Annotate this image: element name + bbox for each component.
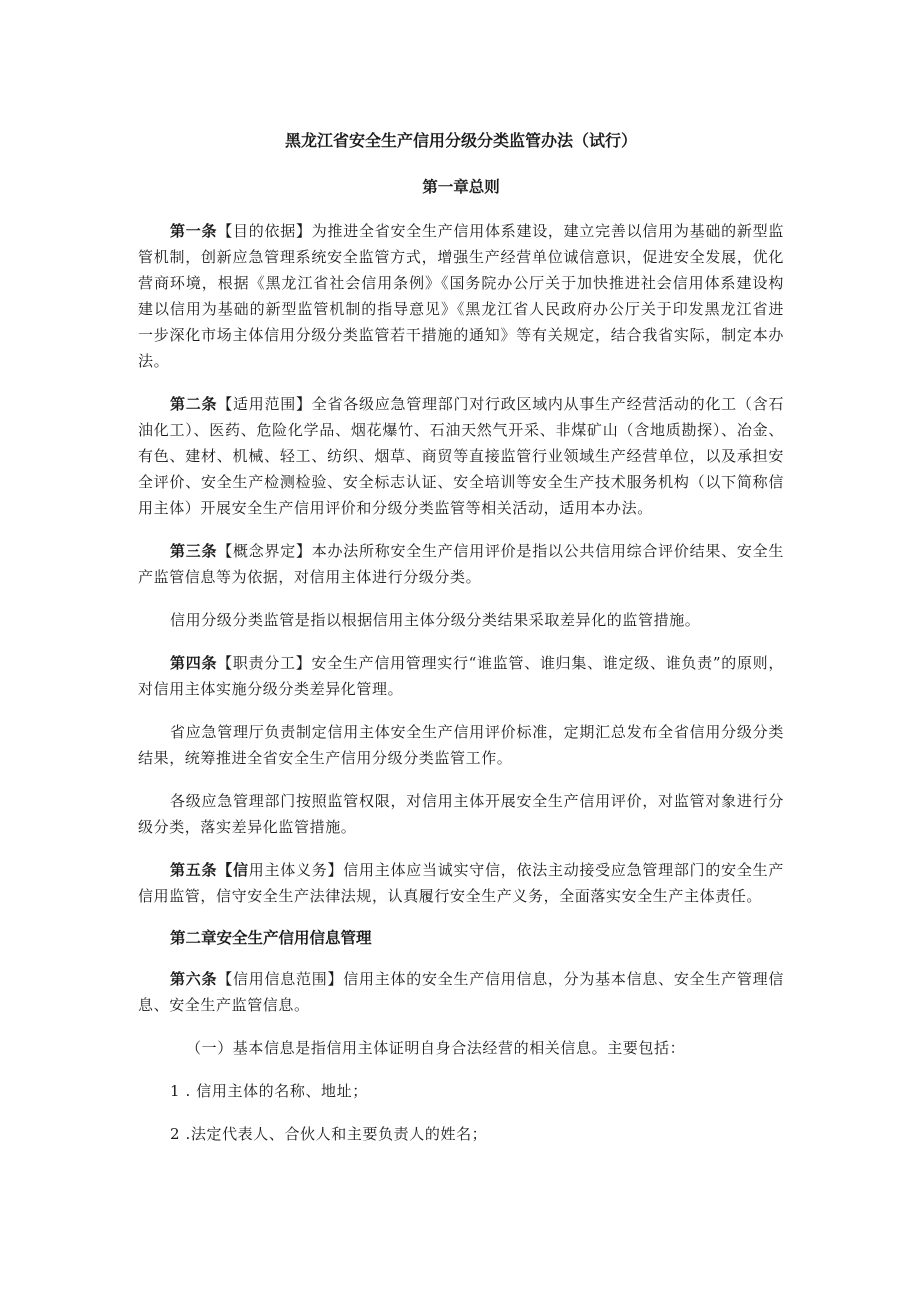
- article-paragraph: [138, 966, 784, 1018]
- document-title: 黑龙江省安全生产信用分级分类监管办法（试行）: [284, 131, 637, 150]
- article-paragraph: [138, 538, 784, 590]
- list-item-text: 2 .法定代表人、合伙人和主要负责人的姓名；: [170, 1125, 488, 1143]
- article-number: 第六条: [170, 970, 218, 988]
- article-number: 第一条: [170, 222, 218, 240]
- list-item-text: 1 . 信用主体的名称、地址；: [170, 1082, 368, 1100]
- article-paragraph: [138, 391, 784, 521]
- paragraph-text: 各级应急管理部门按照监管权限，对信用主体开展安全生产信用评价，对监管对象进行分级分类，落实差异化监管措施。: [138, 792, 784, 836]
- list-intro: [138, 1035, 784, 1061]
- article-text: 【适用范围】全省各级应急管理部门对行政区域内从事生产经营活动的化工（含石油化工）、医药、危险化学品、烟花爆竹、石油天然气开采、非煤矿山（含地质勘探）、冶金、有色、建材、机械、轻工、纺织、烟草、商贸等直接监管行业领域生产经营单位，以及承担安全评价、安全生产检测检验、安全标志认证、安全培训等安全生产技术服务机构（以下简称信用主体）开展安全生产信用评价和分级分类监管等相关活动，适用本办法。: [138, 395, 784, 517]
- article-number: 第二条: [170, 395, 218, 413]
- article-text: 【职责分工】安全生产信用管理实行“谁监管、谁归集、谁定级、谁负责”的原则，对信用主体实施分级分类差异化管理。: [138, 654, 784, 698]
- paragraph-text: 省应急管理厅负责制定信用主体安全生产信用评价标准，定期汇总发布全省信用分级分类结果，统筹推进全省安全生产信用分级分类监管工作。: [138, 723, 784, 767]
- list-item: [138, 1121, 784, 1147]
- article-paragraph: [138, 218, 784, 374]
- article-paragraph: [138, 857, 784, 909]
- article-number: 第四条: [170, 654, 218, 672]
- article-number: 第五条【信: [170, 861, 249, 879]
- article-text: 用主体义务】信用主体应当诚实守信，依法主动接受应急管理部门的安全生产信用监管，信守安全生产法律法规，认真履行安全生产义务，全面落实安全生产主体责任。: [138, 861, 784, 905]
- body-paragraph: [138, 719, 784, 771]
- article-paragraph: [138, 650, 784, 702]
- body-paragraph: [138, 607, 784, 633]
- chapter-heading: 第一章总则: [422, 178, 500, 196]
- article-text: 【信用信息范围】信用主体的安全生产信用信息，分为基本信息、安全生产管理信息、安全生产监管信息。: [138, 970, 784, 1014]
- list-item: [138, 1078, 784, 1104]
- article-text: 【概念界定】本办法所称安全生产信用评价是指以公共信用综合评价结果、安全生产监管信息等为依据，对信用主体进行分级分类。: [138, 542, 784, 586]
- body-paragraph: [138, 788, 784, 840]
- chapter-heading: 第二章安全生产信用信息管理: [170, 929, 372, 947]
- article-number: 第三条: [170, 542, 218, 560]
- paragraph-text: 信用分级分类监管是指以根据信用主体分级分类结果采取差异化的监管措施。: [170, 611, 701, 629]
- article-text: 【目的依据】为推进全省安全生产信用体系建设，建立完善以信用为基础的新型监管机制，创新应急管理系统安全监管方式，增强生产经营单位诚信意识，促进安全发展，优化营商环境，根据《黑龙江省社会信用条例》《国务院办公厅关于加快推进社会信用体系建设构建以信用为基础的新型监管机制的指导意见》《黑龙江省人民政府办公厅关于印发黑龙江省进一步深化市场主体信用分级分类监管若干措施的通知》等有关规定，结合我省实际，制定本办法。: [138, 222, 784, 370]
- paragraph-text: （一）基本信息是指信用主体证明自身合法经营的相关信息。主要包括：: [186, 1039, 686, 1057]
